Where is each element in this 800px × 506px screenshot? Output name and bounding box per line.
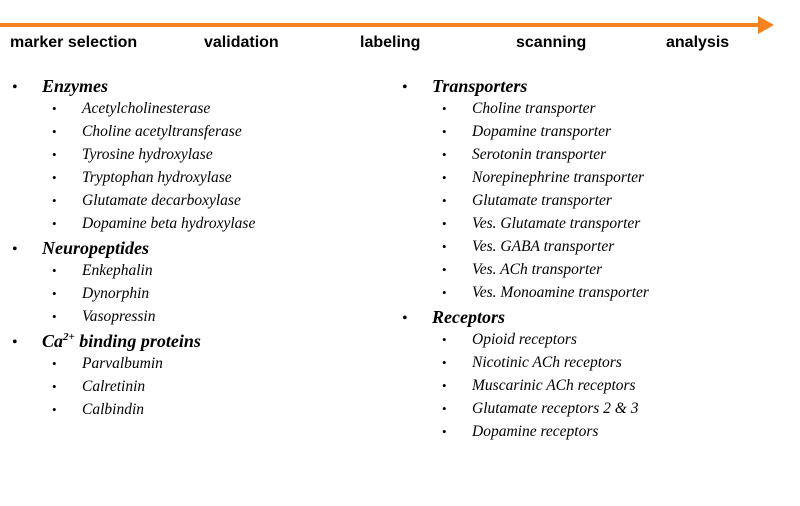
list-item-label: Glutamate receptors 2 & 3 bbox=[472, 400, 639, 417]
list-item-label: Opioid receptors bbox=[472, 331, 577, 348]
bullet-icon: • bbox=[442, 424, 447, 439]
list-item-label: Glutamate decarboxylase bbox=[82, 192, 241, 209]
list-item-label: Acetylcholinesterase bbox=[82, 100, 211, 117]
list-item-label: Norepinephrine transporter bbox=[472, 169, 645, 186]
step-labeling: labeling bbox=[360, 34, 421, 51]
right-column bbox=[402, 76, 782, 446]
list-item bbox=[402, 400, 782, 423]
bullet-icon: • bbox=[442, 101, 447, 116]
title-superscript: 2+ bbox=[63, 331, 75, 343]
list-item bbox=[12, 308, 382, 331]
list-item-label: Ves. Monoamine transporter bbox=[472, 284, 649, 301]
list-item-label: Parvalbumin bbox=[82, 355, 163, 372]
bullet-icon: • bbox=[52, 101, 57, 116]
group-title bbox=[42, 331, 201, 352]
list-item bbox=[12, 192, 382, 215]
list-item-label: Dopamine transporter bbox=[472, 123, 612, 140]
group-title: Transporters bbox=[432, 76, 528, 96]
receptors-list bbox=[402, 331, 782, 446]
list-item-label: Choline acetyltransferase bbox=[82, 123, 242, 140]
list-item-label: Nicotinic ACh receptors bbox=[472, 354, 622, 371]
group-enzymes bbox=[12, 76, 382, 238]
list-item bbox=[402, 261, 782, 284]
timeline-arrow-line bbox=[0, 23, 762, 27]
bullet-icon: • bbox=[442, 378, 447, 393]
list-item bbox=[12, 146, 382, 169]
list-item-label: Calretinin bbox=[82, 378, 146, 395]
list-item-label: Dopamine beta hydroxylase bbox=[82, 215, 256, 232]
list-item-label: Serotonin transporter bbox=[472, 146, 607, 163]
bullet-icon: • bbox=[442, 147, 447, 162]
list-item-label: Tryptophan hydroxylase bbox=[82, 169, 232, 186]
bullet-icon: • bbox=[442, 401, 447, 416]
list-item bbox=[402, 100, 782, 123]
list-item bbox=[12, 123, 382, 146]
transporters-list bbox=[402, 100, 782, 307]
step-validation: validation bbox=[204, 34, 279, 51]
bullet-icon: • bbox=[442, 285, 447, 300]
list-item-label: Muscarinic ACh receptors bbox=[472, 377, 636, 394]
group-receptors bbox=[402, 307, 782, 446]
list-item-label: Ves. ACh transporter bbox=[472, 261, 603, 278]
bullet-icon: • bbox=[52, 170, 57, 185]
list-item bbox=[402, 215, 782, 238]
bullet-icon: • bbox=[52, 286, 57, 301]
list-item bbox=[12, 215, 382, 238]
list-item-label: Ves. GABA transporter bbox=[472, 238, 615, 255]
bullet-icon: • bbox=[52, 193, 57, 208]
group-title: Enzymes bbox=[42, 76, 109, 96]
bullet-icon: • bbox=[442, 262, 447, 277]
step-marker-selection: marker selection bbox=[10, 34, 138, 51]
list-item bbox=[402, 192, 782, 215]
list-item-label: Choline transporter bbox=[472, 100, 596, 117]
list-item bbox=[12, 401, 382, 424]
bullet-icon: • bbox=[442, 216, 447, 231]
bullet-icon: • bbox=[52, 402, 57, 417]
bullet-icon: • bbox=[52, 379, 57, 394]
left-column bbox=[12, 76, 382, 424]
list-item bbox=[12, 262, 382, 285]
bullet-icon: • bbox=[402, 310, 408, 327]
bullet-icon: • bbox=[402, 79, 408, 96]
list-item bbox=[12, 355, 382, 378]
title-suffix: binding proteins bbox=[74, 331, 201, 351]
group-neuropeptides bbox=[12, 238, 382, 331]
group-title: Neuropeptides bbox=[42, 238, 149, 258]
bullet-icon: • bbox=[442, 239, 447, 254]
bullet-icon: • bbox=[52, 356, 57, 371]
calcium-list bbox=[12, 355, 382, 424]
bullet-icon: • bbox=[52, 147, 57, 162]
group-title: Receptors bbox=[432, 307, 505, 327]
bullet-icon: • bbox=[52, 309, 57, 324]
title-prefix: Ca bbox=[42, 331, 64, 351]
list-item-label: Glutamate transporter bbox=[472, 192, 612, 209]
bullet-icon: • bbox=[442, 124, 447, 139]
list-item bbox=[402, 146, 782, 169]
list-item bbox=[402, 354, 782, 377]
list-item-label: Tyrosine hydroxylase bbox=[82, 146, 213, 163]
list-item-label: Dynorphin bbox=[82, 285, 150, 302]
list-item bbox=[402, 377, 782, 400]
list-item bbox=[402, 331, 782, 354]
bullet-icon: • bbox=[442, 355, 447, 370]
list-item-label: Enkephalin bbox=[82, 262, 153, 279]
group-calcium-binding-proteins bbox=[12, 331, 382, 424]
neuropeptides-list bbox=[12, 262, 382, 331]
list-item bbox=[12, 169, 382, 192]
enzymes-list bbox=[12, 100, 382, 238]
list-item-label: Ves. Glutamate transporter bbox=[472, 215, 641, 232]
step-scanning: scanning bbox=[516, 34, 587, 51]
bullet-icon: • bbox=[442, 170, 447, 185]
list-item bbox=[402, 284, 782, 307]
list-item bbox=[12, 100, 382, 123]
list-item bbox=[402, 238, 782, 261]
timeline-arrow-head bbox=[758, 16, 774, 34]
list-item bbox=[402, 423, 782, 446]
list-item-label: Calbindin bbox=[82, 401, 145, 418]
group-transporters bbox=[402, 76, 782, 307]
list-item bbox=[12, 378, 382, 401]
bullet-icon: • bbox=[12, 241, 18, 258]
list-item bbox=[402, 169, 782, 192]
bullet-icon: • bbox=[12, 334, 18, 351]
list-item bbox=[12, 285, 382, 308]
bullet-icon: • bbox=[12, 79, 18, 96]
list-item-label: Vasopressin bbox=[82, 308, 156, 325]
bullet-icon: • bbox=[52, 263, 57, 278]
bullet-icon: • bbox=[442, 332, 447, 347]
bullet-icon: • bbox=[52, 216, 57, 231]
bullet-icon: • bbox=[52, 124, 57, 139]
list-item-label: Dopamine receptors bbox=[472, 423, 599, 440]
bullet-icon: • bbox=[442, 193, 447, 208]
step-analysis: analysis bbox=[666, 34, 730, 51]
list-item bbox=[402, 123, 782, 146]
